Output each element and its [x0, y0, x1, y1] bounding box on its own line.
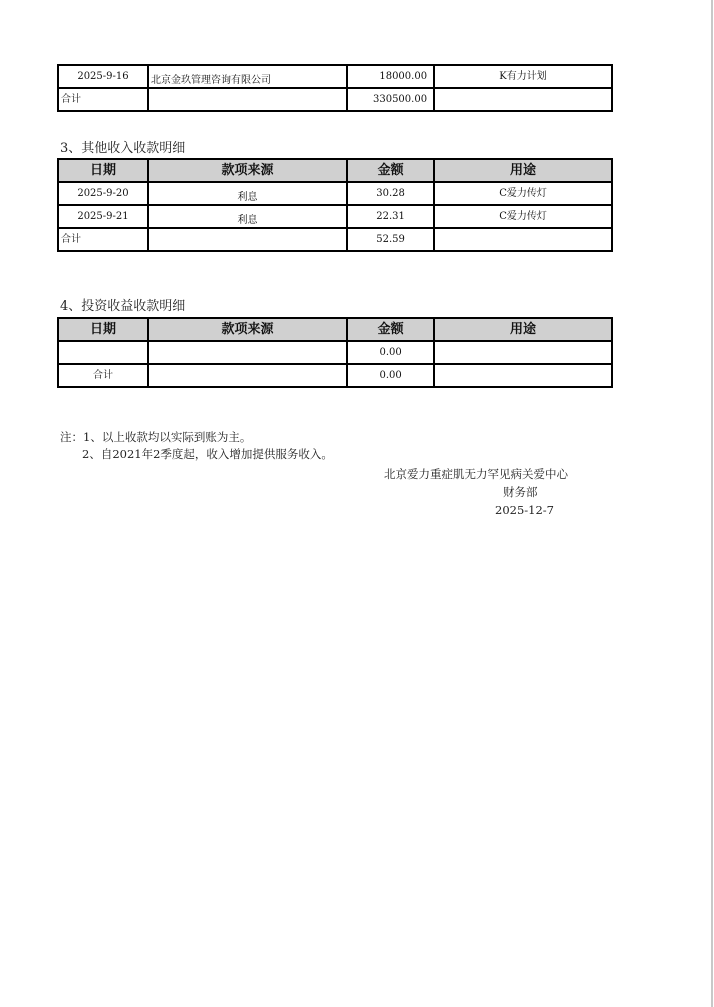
header-source: 款项来源 [148, 159, 347, 182]
header-amount: 金额 [347, 159, 434, 182]
amount-cell: 22.31 [347, 205, 434, 228]
date-cell: 2025-9-20 [58, 182, 148, 205]
total-amount: 330500.00 [347, 88, 434, 111]
header-source: 款项来源 [148, 318, 347, 341]
total-amount: 0.00 [347, 364, 434, 387]
total-row [58, 228, 612, 251]
total-row [58, 88, 612, 111]
table-row [58, 205, 612, 228]
purpose-cell: C爱力传灯 [434, 205, 612, 228]
total-source [148, 228, 347, 251]
note-line-2: 2、自2021年2季度起，收入增加提供服务收入。 [82, 447, 333, 461]
table-row [58, 65, 612, 88]
purpose-cell: K有力计划 [434, 65, 612, 88]
date-cell: 2025-9-21 [58, 205, 148, 228]
total-label: 合计 [58, 88, 148, 111]
purpose-cell: C爱力传灯 [434, 182, 612, 205]
section3-table [57, 158, 613, 252]
total-label: 合计 [58, 228, 148, 251]
total-purpose [434, 88, 612, 111]
table-row [58, 182, 612, 205]
section4-table [57, 317, 613, 388]
header-amount: 金额 [347, 318, 434, 341]
header-row [58, 318, 612, 341]
page-edge [711, 0, 713, 1007]
table-row [58, 341, 612, 364]
total-label: 合计 [58, 364, 148, 387]
header-purpose: 用途 [434, 159, 612, 182]
total-row [58, 364, 612, 387]
section4-title: 4、投资收益收款明细 [60, 299, 186, 314]
section3-title: 3、其他收入收款明细 [60, 141, 186, 156]
total-source [148, 364, 347, 387]
date-cell: 2025-9-16 [58, 65, 148, 88]
amount-cell: 0.00 [347, 341, 434, 364]
header-purpose: 用途 [434, 318, 612, 341]
source-cell: 利息 [148, 182, 347, 205]
total-amount: 52.59 [347, 228, 434, 251]
total-purpose [434, 364, 612, 387]
amount-cell: 30.28 [347, 182, 434, 205]
signature-dept: 财务部 [503, 485, 538, 499]
note-line-1: 注：1、以上收款均以实际到账为主。 [60, 430, 252, 444]
signature-org: 北京爱力重症肌无力罕见病关爱中心 [384, 467, 568, 481]
header-row [58, 159, 612, 182]
signature-date: 2025-12-7 [495, 503, 554, 517]
amount-cell: 18000.00 [347, 65, 434, 88]
source-cell: 利息 [148, 205, 347, 228]
total-source [148, 88, 347, 111]
source-cell: 北京金玖管理咨询有限公司 [148, 65, 347, 88]
section2-tail-table [57, 64, 613, 112]
source-cell [148, 341, 347, 364]
header-date: 日期 [58, 159, 148, 182]
total-purpose [434, 228, 612, 251]
header-date: 日期 [58, 318, 148, 341]
date-cell [58, 341, 148, 364]
purpose-cell [434, 341, 612, 364]
